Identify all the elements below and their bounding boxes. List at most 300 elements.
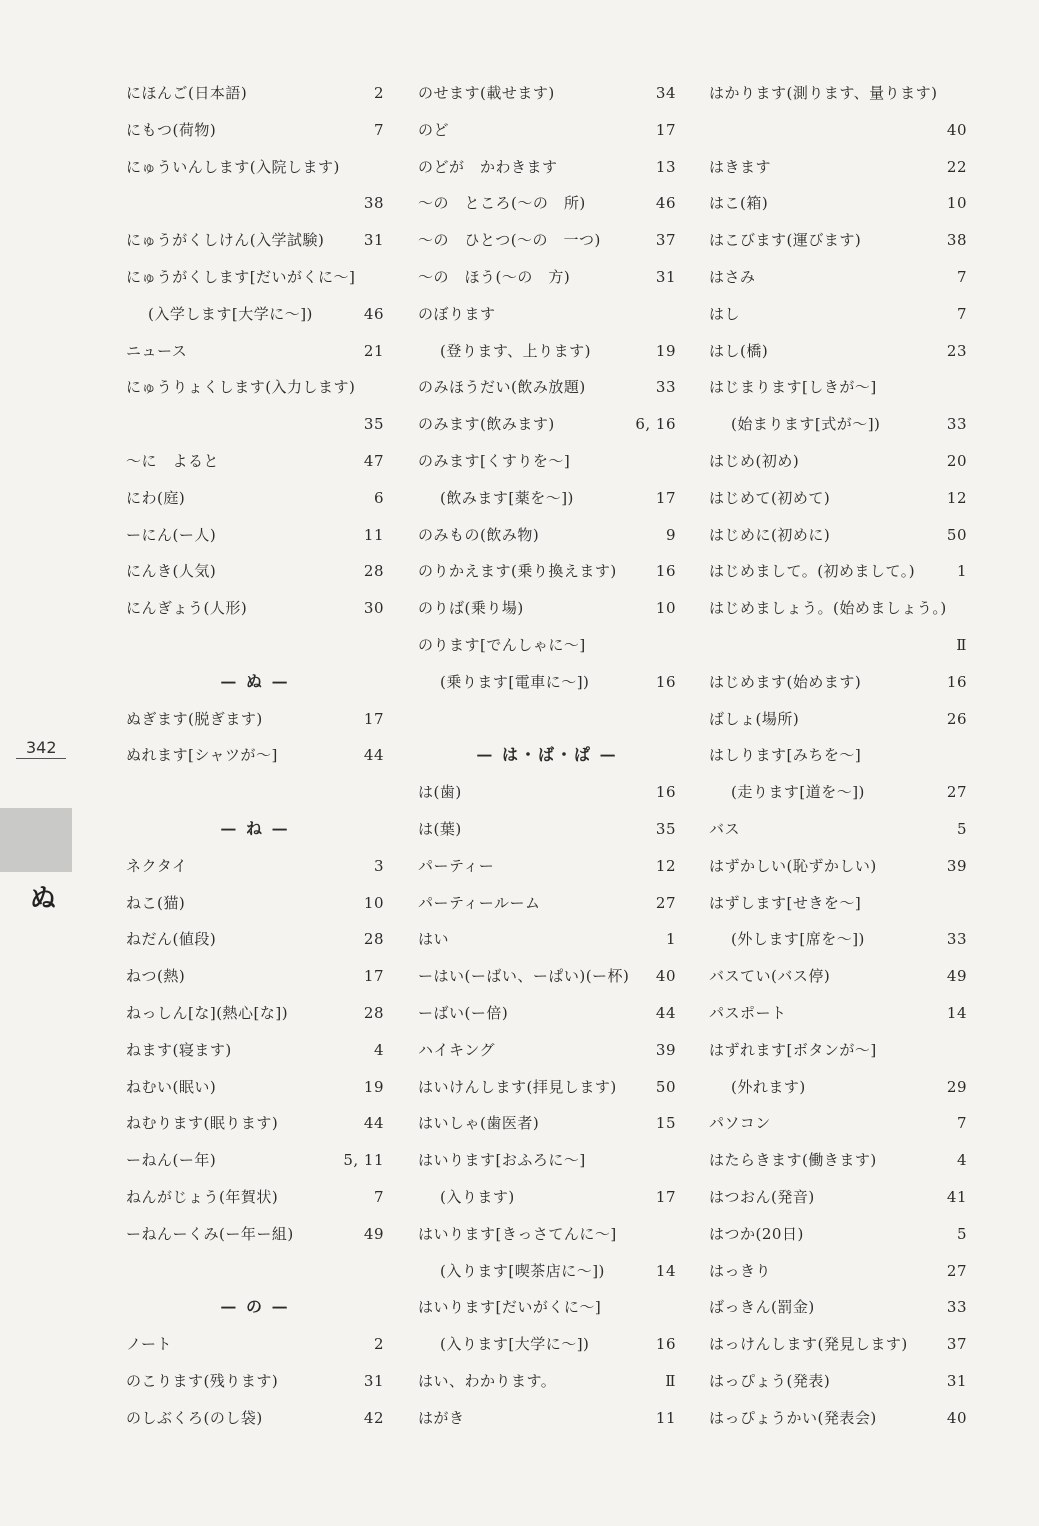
entry-page-ref: 17 — [363, 709, 384, 728]
entry-page-ref: 38 — [363, 194, 384, 213]
entry-page-ref: 5 — [956, 1224, 967, 1243]
entry-page-ref: Ⅱ — [956, 635, 967, 654]
entry-page-ref: 9 — [665, 525, 676, 544]
entry-term: ねんがじょう(年賀状) — [126, 1187, 279, 1206]
entry-page-ref: 16 — [946, 672, 967, 691]
index-entry — [418, 1142, 676, 1179]
index-entry — [709, 701, 967, 738]
entry-page-ref: 6, 16 — [635, 415, 676, 434]
index-entry — [709, 443, 967, 480]
entry-term: はっけんします(発見します) — [709, 1335, 908, 1354]
entry-term: 〜の ところ(〜の 所) — [418, 194, 586, 213]
entry-page-ref: 40 — [946, 120, 967, 139]
index-entry — [126, 1032, 384, 1069]
index-entry — [126, 590, 384, 627]
entry-term: にゅういんします(入院します) — [126, 157, 340, 176]
entry-term: はじめて(初めて) — [709, 488, 831, 507]
index-entry — [709, 1032, 967, 1069]
entry-page-ref: 50 — [946, 525, 967, 544]
entry-page-ref: 41 — [946, 1187, 967, 1206]
entry-term: (入ります[大学に〜]) — [440, 1335, 590, 1354]
index-entry — [709, 774, 967, 811]
entry-page-ref: 6 — [373, 488, 384, 507]
entry-term: はじめ(初め) — [709, 451, 800, 470]
index-entry — [418, 995, 676, 1032]
entry-page-ref: 5, 11 — [343, 1151, 384, 1170]
index-entry — [126, 701, 384, 738]
entry-page-ref: 49 — [363, 1224, 384, 1243]
index-entry — [709, 406, 967, 443]
index-entry — [709, 369, 967, 406]
index-entry — [418, 1400, 676, 1437]
entry-page-ref: 22 — [946, 157, 967, 176]
entry-page-ref: 7 — [373, 1187, 384, 1206]
entry-term: はつか(20日) — [709, 1224, 804, 1243]
entry-page-ref: 44 — [363, 1114, 384, 1133]
entry-term: はじまります[しきが〜] — [709, 378, 877, 397]
entry-term: はっぴょうかい(発表会) — [709, 1408, 877, 1427]
index-entry — [418, 222, 676, 259]
entry-term: のせます(載せます) — [418, 84, 555, 102]
entry-page-ref: 40 — [655, 967, 676, 986]
entry-term: は(葉) — [418, 819, 462, 838]
index-entry — [709, 1105, 967, 1142]
entry-page-ref: 28 — [363, 930, 384, 949]
entry-term: ねつ(熱) — [126, 967, 186, 986]
index-column-1 — [126, 75, 384, 1436]
entry-page-ref: 4 — [956, 1151, 967, 1170]
index-entry — [126, 296, 384, 333]
entry-term: はい — [418, 930, 450, 949]
index-entry — [418, 480, 676, 517]
index-entry — [126, 553, 384, 590]
index-entry — [709, 149, 967, 186]
index-entry — [126, 995, 384, 1032]
entry-term: にゅうがくします[だいがくに〜] — [126, 267, 356, 286]
entry-page-ref: 33 — [655, 378, 676, 397]
index-entry — [709, 112, 967, 149]
entry-page-ref: 16 — [655, 1335, 676, 1354]
entry-page-ref: 17 — [655, 1187, 676, 1206]
index-entry — [126, 259, 384, 296]
entry-term: (入学します[大学に〜]) — [148, 304, 313, 323]
index-entry — [126, 443, 384, 480]
index-entry — [418, 1216, 676, 1253]
entry-page-ref: 29 — [946, 1077, 967, 1096]
entry-term: はし(橋) — [709, 341, 769, 360]
index-entry — [709, 627, 967, 664]
index-entry — [709, 1363, 967, 1400]
blank-row — [126, 627, 384, 664]
index-entry — [126, 149, 384, 186]
section-header-label: — ぬ — — [220, 671, 290, 691]
entry-page-ref: 7 — [956, 267, 967, 286]
entry-term: ノート — [126, 1335, 173, 1354]
entry-page-ref: 35 — [363, 415, 384, 434]
entry-term: のぼります — [418, 304, 496, 323]
index-column-2 — [418, 75, 676, 1436]
entry-page-ref: 3 — [373, 856, 384, 875]
entry-page-ref: 33 — [946, 930, 967, 949]
entry-page-ref: 14 — [655, 1261, 676, 1280]
entry-page-ref: 31 — [946, 1371, 967, 1390]
index-entry — [709, 259, 967, 296]
page-number-rule — [16, 758, 66, 759]
entry-term: のりば(乗り場) — [418, 599, 524, 618]
entry-page-ref: 10 — [655, 599, 676, 618]
entry-term: ばしょ(場所) — [709, 709, 800, 728]
entry-term: ーばい(ー倍) — [418, 1003, 509, 1022]
index-entry — [126, 406, 384, 443]
index-entry — [709, 75, 967, 112]
entry-term: ねっしん[な](熱心[な]) — [126, 1003, 289, 1022]
index-entry — [418, 1179, 676, 1216]
entry-page-ref: 13 — [655, 157, 676, 176]
entry-term: のみほうだい(飲み放題) — [418, 378, 586, 397]
entry-page-ref: 2 — [373, 1335, 384, 1354]
entry-term: にんぎょう(人形) — [126, 599, 248, 618]
page-number: 342 — [26, 738, 57, 757]
index-entry — [126, 1105, 384, 1142]
index-entry — [709, 1400, 967, 1437]
index-entry — [709, 590, 967, 627]
index-column-3 — [709, 75, 967, 1436]
entry-term: ーねんーくみ(ー年ー組) — [126, 1224, 294, 1243]
entry-term: のしぶくろ(のし袋) — [126, 1408, 263, 1427]
index-entry — [418, 1363, 676, 1400]
entry-term: 〜の ほう(〜の 方) — [418, 267, 571, 286]
entry-page-ref: 28 — [363, 562, 384, 581]
index-entry — [418, 1326, 676, 1363]
section-tab-block — [0, 808, 72, 872]
index-entry — [418, 1105, 676, 1142]
entry-page-ref: 34 — [655, 84, 676, 102]
entry-term: はさみ — [709, 267, 756, 286]
entry-term: 〜の ひとつ(〜の 一つ) — [418, 231, 601, 250]
index-entry — [418, 1289, 676, 1326]
entry-page-ref: 37 — [946, 1335, 967, 1354]
entry-term: にゅうりょくします(入力します) — [126, 378, 356, 397]
entry-term: (入ります[喫茶店に〜]) — [440, 1261, 605, 1280]
entry-page-ref: 7 — [956, 304, 967, 323]
entry-term: のりかえます(乗り換えます) — [418, 562, 617, 581]
entry-term: (登ります、上ります) — [440, 341, 592, 360]
entry-page-ref: 37 — [655, 231, 676, 250]
entry-page-ref: 5 — [956, 819, 967, 838]
entry-term: はがき — [418, 1408, 465, 1427]
index-entry — [126, 369, 384, 406]
entry-term: (外します[席を〜]) — [731, 930, 865, 949]
index-entry — [709, 296, 967, 333]
entry-term: はいります[きっさてんに〜] — [418, 1224, 617, 1243]
entry-term: は(歯) — [418, 783, 462, 802]
index-entry — [418, 406, 676, 443]
entry-page-ref: 31 — [363, 1371, 384, 1390]
index-entry — [418, 848, 676, 885]
index-entry — [709, 1142, 967, 1179]
entry-page-ref: 16 — [655, 562, 676, 581]
entry-page-ref: Ⅱ — [665, 1371, 676, 1390]
entry-term: はいしゃ(歯医者) — [418, 1114, 540, 1133]
entry-term: パスポート — [709, 1003, 787, 1022]
index-entry — [126, 921, 384, 958]
entry-page-ref: 44 — [655, 1003, 676, 1022]
index-entry — [709, 1179, 967, 1216]
entry-term: ねむい(眠い) — [126, 1077, 217, 1096]
index-entry — [709, 737, 967, 774]
entry-term: はじめまして。(初めまして。) — [709, 562, 916, 581]
index-entry — [418, 1032, 676, 1069]
entry-term: バス — [709, 819, 741, 838]
entry-term: はし — [709, 304, 741, 323]
entry-term: はこ(箱) — [709, 194, 769, 213]
index-entry — [126, 958, 384, 995]
entry-term: ねむります(眠ります) — [126, 1114, 279, 1133]
entry-term: ねます(寝ます) — [126, 1040, 232, 1059]
entry-term: はずかしい(恥ずかしい) — [709, 856, 877, 875]
index-entry — [418, 443, 676, 480]
section-header — [126, 664, 384, 701]
entry-term: ネクタイ — [126, 856, 188, 875]
section-header-label: — ね — — [220, 818, 290, 838]
entry-page-ref: 33 — [946, 415, 967, 434]
index-entry — [126, 222, 384, 259]
index-entry — [709, 222, 967, 259]
entry-term: にほんご(日本語) — [126, 84, 248, 102]
entry-page-ref: 10 — [946, 194, 967, 213]
index-entry — [126, 1069, 384, 1106]
entry-page-ref: 27 — [946, 1261, 967, 1280]
entry-page-ref: 47 — [363, 451, 384, 470]
index-entry — [418, 1253, 676, 1290]
index-entry — [126, 1216, 384, 1253]
index-entry — [418, 590, 676, 627]
entry-term: ニュース — [126, 341, 188, 360]
entry-term: ハイキング — [418, 1040, 496, 1059]
entry-page-ref: 10 — [363, 893, 384, 912]
entry-term: バスてい(バス停) — [709, 967, 831, 986]
index-entry — [709, 995, 967, 1032]
entry-term: のど — [418, 120, 450, 139]
entry-term: ねだん(値段) — [126, 930, 217, 949]
entry-term: パーティー — [418, 856, 495, 875]
entry-page-ref: 23 — [946, 341, 967, 360]
entry-term: (入ります) — [440, 1187, 515, 1206]
entry-term: ーはい(ーばい、ーぱい)(ー杯) — [418, 967, 630, 986]
section-header — [418, 737, 676, 774]
entry-term: パソコン — [709, 1114, 771, 1133]
entry-page-ref: 46 — [363, 304, 384, 323]
entry-page-ref: 27 — [655, 893, 676, 912]
entry-term: はいります[おふろに〜] — [418, 1151, 586, 1170]
index-entry — [709, 185, 967, 222]
index-entry — [126, 1142, 384, 1179]
entry-page-ref: 11 — [655, 1408, 676, 1427]
index-entry — [126, 1179, 384, 1216]
index-entry — [418, 149, 676, 186]
entry-page-ref: 46 — [655, 194, 676, 213]
index-entry — [126, 885, 384, 922]
index-entry — [709, 958, 967, 995]
index-entry — [709, 1069, 967, 1106]
entry-term: にんき(人気) — [126, 562, 217, 581]
index-entry — [418, 517, 676, 554]
entry-term: はずれます[ボタンが〜] — [709, 1040, 877, 1059]
entry-term: ぬれます[シャツが〜] — [126, 746, 278, 765]
index-entry — [126, 848, 384, 885]
index-entry — [418, 958, 676, 995]
entry-page-ref: 11 — [363, 525, 384, 544]
entry-page-ref: 35 — [655, 819, 676, 838]
index-entry — [709, 333, 967, 370]
entry-term: にわ(庭) — [126, 488, 186, 507]
section-tab-kana: ぬ — [30, 884, 57, 914]
entry-term: ねこ(猫) — [126, 893, 186, 912]
entry-page-ref: 39 — [946, 856, 967, 875]
entry-page-ref: 16 — [655, 783, 676, 802]
index-entry — [126, 1363, 384, 1400]
entry-page-ref: 38 — [946, 231, 967, 250]
entry-page-ref: 14 — [946, 1003, 967, 1022]
index-entry — [418, 333, 676, 370]
entry-page-ref: 40 — [946, 1408, 967, 1427]
entry-page-ref: 4 — [373, 1040, 384, 1059]
entry-term: はきます — [709, 157, 772, 176]
entry-term: (走ります[道を〜]) — [731, 783, 865, 802]
entry-page-ref: 49 — [946, 967, 967, 986]
entry-term: (外れます) — [731, 1077, 806, 1096]
entry-page-ref: 44 — [363, 746, 384, 765]
index-entry — [418, 259, 676, 296]
index-entry — [126, 185, 384, 222]
index-entry — [418, 664, 676, 701]
entry-term: はじめに(初めに) — [709, 525, 831, 544]
entry-term: はっきり — [709, 1261, 772, 1280]
index-entry — [418, 553, 676, 590]
entry-term: はたらきます(働きます) — [709, 1151, 877, 1170]
entry-term: (乗ります[電車に〜]) — [440, 672, 590, 691]
blank-row — [126, 774, 384, 811]
entry-page-ref: 42 — [363, 1408, 384, 1427]
entry-term: にゅうがくしけん(入学試験) — [126, 231, 325, 250]
entry-page-ref: 20 — [946, 451, 967, 470]
index-entry — [126, 333, 384, 370]
entry-page-ref: 31 — [655, 267, 676, 286]
index-entry — [709, 848, 967, 885]
entry-page-ref: 17 — [363, 967, 384, 986]
entry-page-ref: 16 — [655, 672, 676, 691]
index-entry — [126, 737, 384, 774]
index-entry — [418, 296, 676, 333]
entry-page-ref: 19 — [655, 341, 676, 360]
entry-page-ref: 19 — [363, 1077, 384, 1096]
entry-term: のります[でんしゃに〜] — [418, 635, 586, 654]
entry-term: のみもの(飲み物) — [418, 525, 540, 544]
entry-page-ref: 27 — [946, 783, 967, 802]
entry-term: (始まります[式が〜]) — [731, 415, 881, 434]
entry-page-ref: 7 — [373, 120, 384, 139]
index-entry — [126, 1400, 384, 1437]
entry-term: (飲みます[薬を〜]) — [440, 488, 574, 507]
index-entry — [709, 553, 967, 590]
entry-term: ーねん(ー年) — [126, 1151, 217, 1170]
section-header — [126, 1289, 384, 1326]
index-entry — [418, 75, 676, 112]
index-entry — [709, 1253, 967, 1290]
index-entry — [418, 627, 676, 664]
index-entry — [709, 811, 967, 848]
blank-row — [418, 701, 676, 738]
section-header-label: — の — — [220, 1297, 290, 1317]
section-header-label: — は・ば・ぱ — — [476, 745, 618, 765]
entry-page-ref: 17 — [655, 120, 676, 139]
entry-term: はかります(測ります、量ります) — [709, 84, 938, 102]
entry-term: ーにん(ー人) — [126, 525, 217, 544]
index-entry — [709, 885, 967, 922]
blank-row — [126, 1253, 384, 1290]
entry-page-ref: 15 — [655, 1114, 676, 1133]
index-entry — [418, 369, 676, 406]
entry-term: はしります[みちを〜] — [709, 746, 862, 765]
index-entry — [709, 1216, 967, 1253]
index-entry — [709, 1326, 967, 1363]
entry-term: 〜に よると — [126, 451, 220, 470]
entry-term: のどが かわきます — [418, 157, 558, 176]
entry-term: はい、わかります。 — [418, 1371, 557, 1390]
entry-page-ref: 21 — [363, 341, 384, 360]
index-entry — [709, 664, 967, 701]
entry-term: ばっきん(罰金) — [709, 1298, 815, 1317]
entry-term: はこびます(運びます) — [709, 231, 862, 250]
entry-term: のみます[くすりを〜] — [418, 451, 571, 470]
entry-term: はじめましょう。(始めましょう。) — [709, 599, 947, 618]
index-entry — [418, 112, 676, 149]
entry-page-ref: 26 — [946, 709, 967, 728]
index-entry — [126, 1326, 384, 1363]
entry-page-ref: 7 — [956, 1114, 967, 1133]
index-entry — [126, 75, 384, 112]
entry-term: はいけんします(拝見します) — [418, 1077, 617, 1096]
entry-term: パーティールーム — [418, 893, 541, 912]
entry-term: はずします[せきを〜] — [709, 893, 862, 912]
entry-page-ref: 31 — [363, 231, 384, 250]
entry-page-ref: 50 — [655, 1077, 676, 1096]
index-entry — [126, 112, 384, 149]
index-entry — [709, 1289, 967, 1326]
entry-page-ref: 12 — [655, 856, 676, 875]
index-entry — [418, 811, 676, 848]
index-entry — [418, 774, 676, 811]
entry-page-ref: 28 — [363, 1003, 384, 1022]
entry-page-ref: 12 — [946, 488, 967, 507]
index-entry — [709, 517, 967, 554]
index-entry — [418, 1069, 676, 1106]
index-entry — [418, 885, 676, 922]
entry-term: のみます(飲みます) — [418, 415, 555, 434]
entry-term: はいります[だいがくに〜] — [418, 1298, 602, 1317]
entry-term: はじめます(始めます) — [709, 672, 862, 691]
entry-page-ref: 30 — [363, 599, 384, 618]
index-entry — [126, 517, 384, 554]
entry-term: ぬぎます(脱ぎます) — [126, 709, 263, 728]
entry-page-ref: 39 — [655, 1040, 676, 1059]
entry-term: はっぴょう(発表) — [709, 1371, 831, 1390]
entry-page-ref: 1 — [956, 562, 967, 581]
section-header — [126, 811, 384, 848]
entry-page-ref: 2 — [373, 84, 384, 102]
index-entry — [418, 185, 676, 222]
entry-page-ref: 17 — [655, 488, 676, 507]
